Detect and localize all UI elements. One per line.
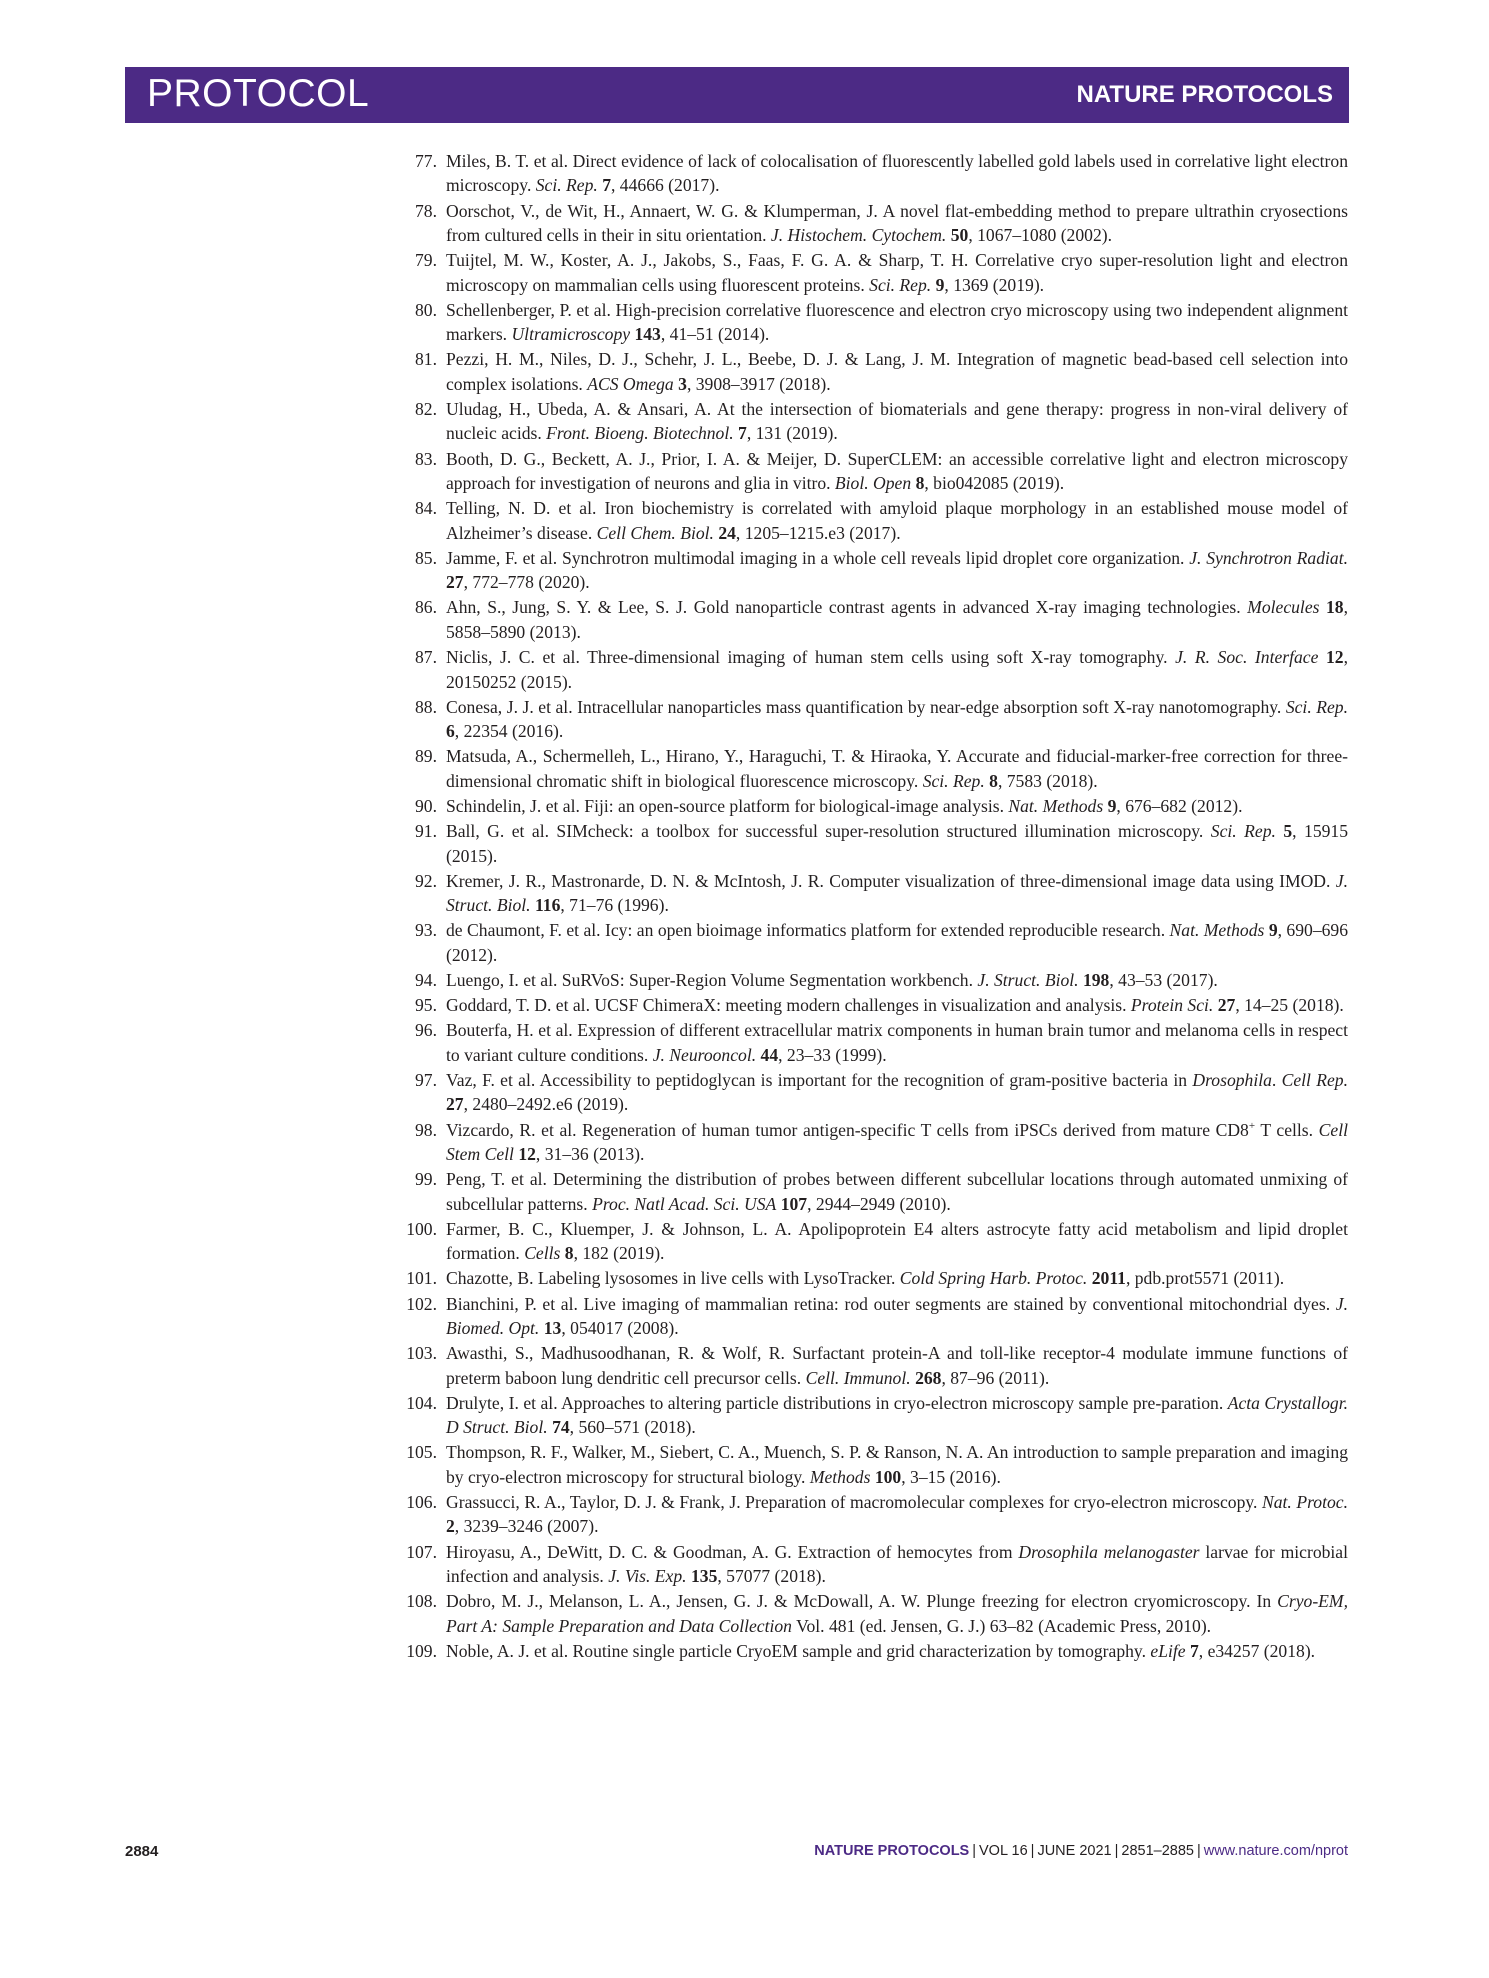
reference-italic: Proc. Natl Acad. Sci. USA [592,1193,777,1214]
reference-italic: Nat. Methods [1008,795,1104,816]
footer-separator: | [1114,1843,1119,1859]
reference-volume: 27 [446,1094,464,1115]
reference-segment: Miles, B. T. et al. Direct evidence of lack of colocalisation of fluorescently labelled gold labels used in correlative light electron microscopy. [446,151,1348,196]
reference-segment: , 31–36 (2013). [535,1143,645,1164]
reference-segment: , 22354 (2016). [454,721,564,742]
reference-number: 82. [415,399,437,420]
reference-item [395,645,1348,694]
reference-volume: 27 [446,572,464,593]
reference-text [446,1542,1348,1586]
reference-number: 83. [415,448,437,469]
reference-number: 106. [406,1492,437,1513]
reference-italic: Nat. Methods [1169,920,1265,941]
reference-text [446,821,1348,865]
reference-item [395,1018,1348,1067]
reference-text [446,1393,1348,1437]
reference-volume: 107 [780,1193,808,1214]
reference-italic: J. Biomed. Opt. [446,1293,1348,1339]
reference-segment: , 43–53 (2017). [1109,969,1218,990]
reference-text [446,1591,1348,1635]
reference-item [395,1589,1348,1638]
reference-number: 86. [415,597,437,618]
reference-item [395,1217,1348,1266]
reference-italic: Molecules [1247,597,1320,618]
reference-segment: Dobro, M. J., Melanson, L. A., Jensen, G. J. & McDowall, A. W. Plunge freezing for electron cryomicroscopy. In [446,1591,1278,1612]
reference-volume: 18 [1326,597,1344,618]
reference-segment: , 5858–5890 (2013). [446,597,1348,642]
reference-segment: , 2480–2492.e6 (2019). [463,1094,629,1115]
reference-segment: + [1248,1119,1256,1132]
reference-item [395,199,1348,248]
reference-item [395,1440,1348,1489]
footer-pages: 2851–2885 [1121,1843,1194,1859]
reference-number: 84. [415,498,437,519]
reference-segment: , 676–682 (2012). [1116,795,1243,816]
reference-italic: Drosophila melanogaster [1018,1541,1200,1562]
reference-segment: Thompson, R. F., Walker, M., Siebert, C. A., Muench, S. P. & Ranson, N. A. An introduction to sample preparation and imaging by cryo-electron microscopy for structural biology. [446,1442,1348,1487]
reference-text [446,970,1218,990]
reference-number: 97. [415,1069,437,1090]
reference-segment: Schindelin, J. et al. Fiji: an open-source platform for biological-image analysis. [446,795,1009,816]
reference-italic: J. Neurooncol. [652,1044,757,1065]
reference-italic: Sci. Rep. [1285,696,1349,717]
reference-italic: eLife [1150,1640,1186,1661]
reference-number: 105. [406,1442,437,1463]
reference-segment: Vol. 481 (ed. Jensen, G. J.) 63–82 (Academic Press, 2010). [791,1615,1212,1636]
reference-segment: Schellenberger, P. et al. High-precision correlative fluorescence and electron cryo microscopy using two independent alignment markers. [446,299,1348,345]
reference-italic: Cell. Immunol. [805,1367,911,1388]
reference-italic: Sci. Rep. [535,175,598,196]
reference-italic: ACS Omega [587,373,674,394]
reference-number: 108. [406,1591,437,1612]
reference-segment: Conesa, J. J. et al. Intracellular nanoparticles mass quantification by near-edge absorption soft X-ray nanotomography. [446,696,1286,717]
reference-volume: 27 [1217,995,1236,1016]
reference-number: 95. [415,995,437,1016]
reference-number: 96. [415,1020,437,1041]
page-number: 2884 [125,1843,159,1860]
reference-segment: Vaz, F. et al. Accessibility to peptidoglycan is important for the recognition of gram-positive bacteria in [446,1069,1193,1090]
reference-segment: Awasthi, S., Madhusoodhanan, R. & Wolf, R. Surfactant protein-A and toll-like receptor-4 modulate immune functions of preterm baboon lung dendritic cell precursor cells. [446,1343,1348,1388]
reference-volume: 12 [1325,647,1344,668]
reference-italic: J. Synchrotron Radiat. [1189,547,1348,568]
reference-segment: , 3908–3917 (2018). [686,373,831,394]
reference-item [395,1639,1348,1663]
reference-number: 78. [415,200,437,221]
reference-italic: Sci. Rep. [869,274,932,295]
reference-segment: . [1271,1069,1282,1090]
reference-list [395,149,1348,1664]
reference-volume: 7 [738,423,747,444]
reference-segment: , 3–15 (2016). [901,1466,1001,1487]
reference-item [395,744,1348,793]
reference-item [395,819,1348,868]
reference-segment: , 15915 (2015). [446,821,1349,866]
reference-text [446,1070,1348,1114]
reference-volume: 12 [518,1143,536,1164]
journal-title: NATURE PROTOCOLS [1076,81,1333,108]
reference-item [395,595,1348,644]
reference-item [395,149,1348,198]
reference-volume: 44 [760,1044,779,1065]
reference-text [446,920,1348,964]
reference-text [446,399,1348,443]
reference-number: 89. [415,746,437,767]
reference-italic: Methods [809,1466,871,1487]
reference-segment: Pezzi, H. M., Niles, D. J., Schehr, J. L., Beebe, D. J. & Lang, J. M. Integration of magnetic bead-based cell selection into complex isolations. [446,349,1348,394]
reference-text [446,1268,1284,1288]
footer-url-link[interactable]: www.nature.com/nprot [1203,1843,1348,1859]
reference-italic: Sci. Rep. [1210,821,1276,842]
reference-italic: Biol. Open [834,473,912,494]
reference-segment: , 44666 (2017). [611,175,720,196]
reference-segment: Tuijtel, M. W., Koster, A. J., Jakobs, S., Faas, F. G. A. & Sharp, T. H. Correlative cryo super-resolution light and electron microscopy on mammalian cells using fluorescent proteins. [446,250,1348,295]
reference-segment: , 7583 (2018). [997,770,1098,791]
reference-number: 85. [415,547,437,568]
reference-text [446,151,1348,195]
reference-italic: Front. Bioeng. Biotechnol. [546,423,734,444]
reference-segment: , 57077 (2018). [717,1566,826,1587]
reference-number: 103. [406,1343,437,1364]
reference-segment: , pdb.prot5571 (2011). [1125,1268,1285,1289]
reference-segment: Ball, G. et al. SIMcheck: a toolbox for successful super-resolution structured illumination microscopy. [446,821,1211,842]
section-title: PROTOCOL [147,72,370,115]
reference-volume: 8 [989,770,998,791]
reference-text [446,746,1348,790]
reference-segment: Ahn, S., Jung, S. Y. & Lee, S. J. Gold nanoparticle contrast agents in advanced X-ray imaging technologies. [446,597,1248,618]
reference-segment: , 41–51 (2014). [660,324,770,345]
reference-text [446,250,1348,294]
reference-text [446,1294,1348,1338]
reference-segment: , 1205–1215.e3 (2017). [735,522,901,543]
reference-segment: , 1067–1080 (2002). [968,225,1112,246]
reference-segment: , 2944–2949 (2010). [807,1193,951,1214]
reference-segment: , e34257 (2018). [1198,1640,1316,1661]
reference-segment: , 71–76 (1996). [560,895,669,916]
reference-segment: Kremer, J. R., Mastronarde, D. N. & McIntosh, J. R. Computer visualization of three-dimensional image data using IMOD. [446,870,1336,891]
reference-number: 91. [415,821,437,842]
reference-text [446,449,1348,493]
footer-separator: | [1030,1843,1035,1859]
reference-text [446,1169,1348,1213]
reference-text [446,1492,1348,1536]
reference-number: 80. [415,299,437,320]
reference-text [446,1343,1348,1387]
reference-italic: Cold Spring Harb. Protoc. [899,1268,1088,1289]
reference-item [395,1341,1348,1390]
reference-number: 77. [415,151,437,171]
reference-item [395,248,1348,297]
reference-item [395,546,1348,595]
reference-segment: Uludag, H., Ubeda, A. & Ansari, A. At the intersection of biomaterials and gene therapy: progress in non-viral delivery of nucleic acids. [446,399,1348,444]
reference-item [395,794,1348,818]
reference-text [446,597,1348,641]
reference-text [446,647,1348,691]
reference-number: 81. [415,349,437,370]
reference-volume: 5 [1283,821,1293,842]
reference-segment: Niclis, J. C. et al. Three-dimensional imaging of human stem cells using soft X-ray tomography. [446,647,1176,668]
reference-segment: Vizcardo, R. et al. Regeneration of human tumor antigen-specific T cells from iPSCs derived from mature CD8 [446,1119,1249,1140]
reference-italic: J. Vis. Exp. [608,1566,687,1587]
reference-segment: , 690–696 (2012). [446,920,1349,965]
reference-number: 90. [415,795,437,816]
reference-item [395,1266,1348,1290]
reference-item [395,993,1348,1017]
reference-italic: Cell Stem Cell [446,1119,1348,1164]
reference-volume: 198 [1082,969,1110,990]
reference-italic: J. Struct. Biol. [446,870,1348,916]
reference-segment: T cells. [1255,1119,1319,1140]
reference-volume: 74 [552,1417,570,1438]
reference-text [446,349,1348,393]
reference-item [395,397,1348,446]
reference-segment: , 1369 (2019). [944,274,1045,295]
reference-volume: 116 [534,895,561,916]
reference-segment: Oorschot, V., de Wit, H., Annaert, W. G. & Klumperman, J. A novel flat-embedding method to prepare ultrathin cryosections from cultured cells in their in situ orientation. [446,200,1348,246]
reference-segment: Farmer, B. C., Kluemper, J. & Johnson, L. A. Apolipoprotein E4 alters astrocyte fatty acid metabolism and lipid droplet formation. [446,1218,1348,1264]
reference-volume: 7 [1189,1640,1199,1661]
reference-italic: Cells [524,1243,561,1264]
reference-segment: Grassucci, R. A., Taylor, D. J. & Frank, J. Preparation of macromolecular complexes for cryo-electron microscopy. [446,1492,1262,1513]
reference-number: 92. [415,870,437,891]
reference-item [395,1167,1348,1216]
reference-volume: 6 [446,721,455,742]
footer-citation [814,1843,1348,1859]
reference-number: 99. [415,1169,437,1190]
reference-volume: 2 [446,1516,455,1537]
reference-number: 107. [406,1541,437,1562]
reference-segment: , 054017 (2008). [561,1318,679,1339]
reference-item [395,496,1348,545]
reference-number: 102. [406,1293,437,1314]
reference-number: 88. [415,696,437,717]
reference-segment: , 23–33 (1999). [778,1044,887,1065]
reference-item [395,695,1348,744]
reference-volume: 13 [543,1318,562,1339]
header-bar [125,67,1349,123]
reference-italic: Cryo-EM, Part A: Sample Preparation and Data Collection [446,1591,1348,1636]
reference-number: 109. [406,1640,437,1661]
reference-item [395,1540,1348,1589]
reference-segment: de Chaumont, F. et al. Icy: an open bioimage informatics platform for extended reproducible research. [446,920,1170,941]
reference-segment: Chazotte, B. Labeling lysosomes in live cells with LysoTracker. [446,1268,900,1289]
reference-segment: Hiroyasu, A., DeWitt, D. C. & Goodman, A. G. Extraction of hemocytes from [446,1541,1019,1562]
reference-segment: Booth, D. G., Beckett, A. J., Prior, I. A. & Meijer, D. SuperCLEM: an accessible correlative light and electron microscopy approach for investigation of neurons and glia in vitro. [446,448,1348,494]
reference-number: 104. [406,1392,437,1413]
reference-segment: Telling, N. D. et al. Iron biochemistry is correlated with amyloid plaque morphology in an established mouse model of Alzheimer’s disease. [446,498,1348,543]
reference-item [395,1391,1348,1440]
reference-item [395,968,1348,992]
reference-volume: 8 [915,473,925,494]
reference-text [446,697,1348,741]
reference-item [395,1292,1348,1341]
reference-italic: J. Histochem. Cytochem. [770,225,947,246]
reference-text [446,1020,1348,1064]
reference-item [395,1118,1348,1167]
reference-number: 100. [406,1218,437,1239]
reference-italic: J. Struct. Biol. [977,969,1079,990]
reference-segment: Jamme, F. et al. Synchrotron multimodal imaging in a whole cell reveals lipid droplet core organization. [446,547,1190,568]
reference-volume: 7 [602,175,611,196]
reference-text [446,796,1242,816]
reference-item [395,298,1348,347]
reference-segment: Goddard, T. D. et al. UCSF ChimeraX: meeting modern challenges in visualization and analysis. [446,995,1131,1016]
footer-separator: | [972,1843,977,1859]
reference-italic: Cell Rep. [1281,1069,1348,1090]
reference-segment: , 3239–3246 (2007). [454,1516,599,1537]
reference-segment: , 131 (2019). [746,423,838,444]
reference-segment: , 560–571 (2018). [569,1417,696,1438]
reference-text [446,995,1344,1015]
reference-italic: Cell Chem. Biol. [596,522,714,543]
reference-volume: 50 [950,225,969,246]
footer-separator: | [1196,1843,1201,1859]
reference-volume: 100 [874,1466,902,1487]
reference-volume: 24 [718,522,736,543]
reference-text [446,498,1348,542]
reference-volume: 268 [915,1367,942,1388]
reference-italic: Acta Crystallogr. D Struct. Biol. [446,1392,1348,1438]
reference-volume: 8 [564,1243,574,1264]
reference-segment: Luengo, I. et al. SuRVoS: Super-Region Volume Segmentation workbench. [446,969,978,990]
reference-volume: 2011 [1091,1268,1126,1289]
reference-italic: Sci. Rep. [922,770,985,791]
reference-item [395,447,1348,496]
reference-segment: Peng, T. et al. Determining the distribution of probes between different subcellular locations through automated unmixing of subcellular patterns. [446,1169,1348,1214]
reference-text [446,201,1348,245]
reference-item [395,869,1348,918]
reference-volume: 135 [690,1566,718,1587]
reference-volume: 9 [935,274,945,295]
reference-segment: , bio042085 (2019). [924,473,1065,494]
reference-text [446,1120,1348,1164]
reference-number: 94. [415,969,437,990]
reference-segment: , 14–25 (2018). [1235,995,1344,1016]
reference-segment: Drulyte, I. et al. Approaches to altering particle distributions in cryo-electron microscopy sample pre-paration. [446,1392,1228,1413]
reference-segment: Noble, A. J. et al. Routine single particle CryoEM sample and grid characterization by tomography. [446,1640,1151,1661]
reference-text [446,871,1348,915]
reference-italic: J. R. Soc. Interface [1175,647,1319,668]
reference-item [395,918,1348,967]
reference-text [446,1219,1348,1263]
reference-number: 101. [406,1268,437,1289]
reference-number: 93. [415,920,437,941]
reference-text [446,300,1348,344]
reference-segment [1318,647,1326,667]
footer-journal: NATURE PROTOCOLS [814,1843,970,1859]
reference-segment: Bouterfa, H. et al. Expression of different extracellular matrix components in human brain tumor and melanoma cells in respect to variant culture conditions. [446,1020,1348,1065]
reference-text [446,548,1348,592]
reference-segment: larvae for microbial infection and analysis. [446,1541,1349,1587]
reference-volume: 3 [678,373,687,394]
reference-volume: 9 [1107,795,1117,816]
reference-segment: Matsuda, A., Schermelleh, L., Hirano, Y., Haraguchi, T. & Hiraoka, Y. Accurate and fiducial-marker-free correction for three-dimensional chromatic shift in biological fluorescence microscopy. [446,746,1348,791]
reference-italic: Ultramicroscopy [511,324,631,345]
reference-number: 98. [415,1119,437,1140]
reference-segment: , 20150252 (2015). [446,647,1348,692]
footer-volume: VOL 16 [979,1843,1028,1859]
reference-text [446,1442,1348,1486]
reference-text [446,1641,1315,1661]
reference-segment: , 772–778 (2020). [463,572,590,593]
reference-italic: Nat. Protoc. [1261,1492,1348,1513]
reference-item [395,1068,1348,1117]
reference-number: 79. [415,250,437,271]
reference-italic: Drosophila [1192,1069,1272,1090]
reference-volume: 143 [634,324,661,345]
footer-date: JUNE 2021 [1037,1843,1112,1859]
reference-segment: , 182 (2019). [573,1243,665,1264]
reference-number: 87. [415,647,437,668]
reference-item [395,347,1348,396]
reference-volume: 9 [1268,920,1278,941]
reference-item [395,1490,1348,1539]
reference-segment: Bianchini, P. et al. Live imaging of mammalian retina: rod outer segments are stained by conventional mitochondrial dyes. [446,1293,1336,1314]
reference-italic: Protein Sci. [1130,995,1214,1016]
reference-segment: , 87–96 (2011). [941,1367,1050,1388]
